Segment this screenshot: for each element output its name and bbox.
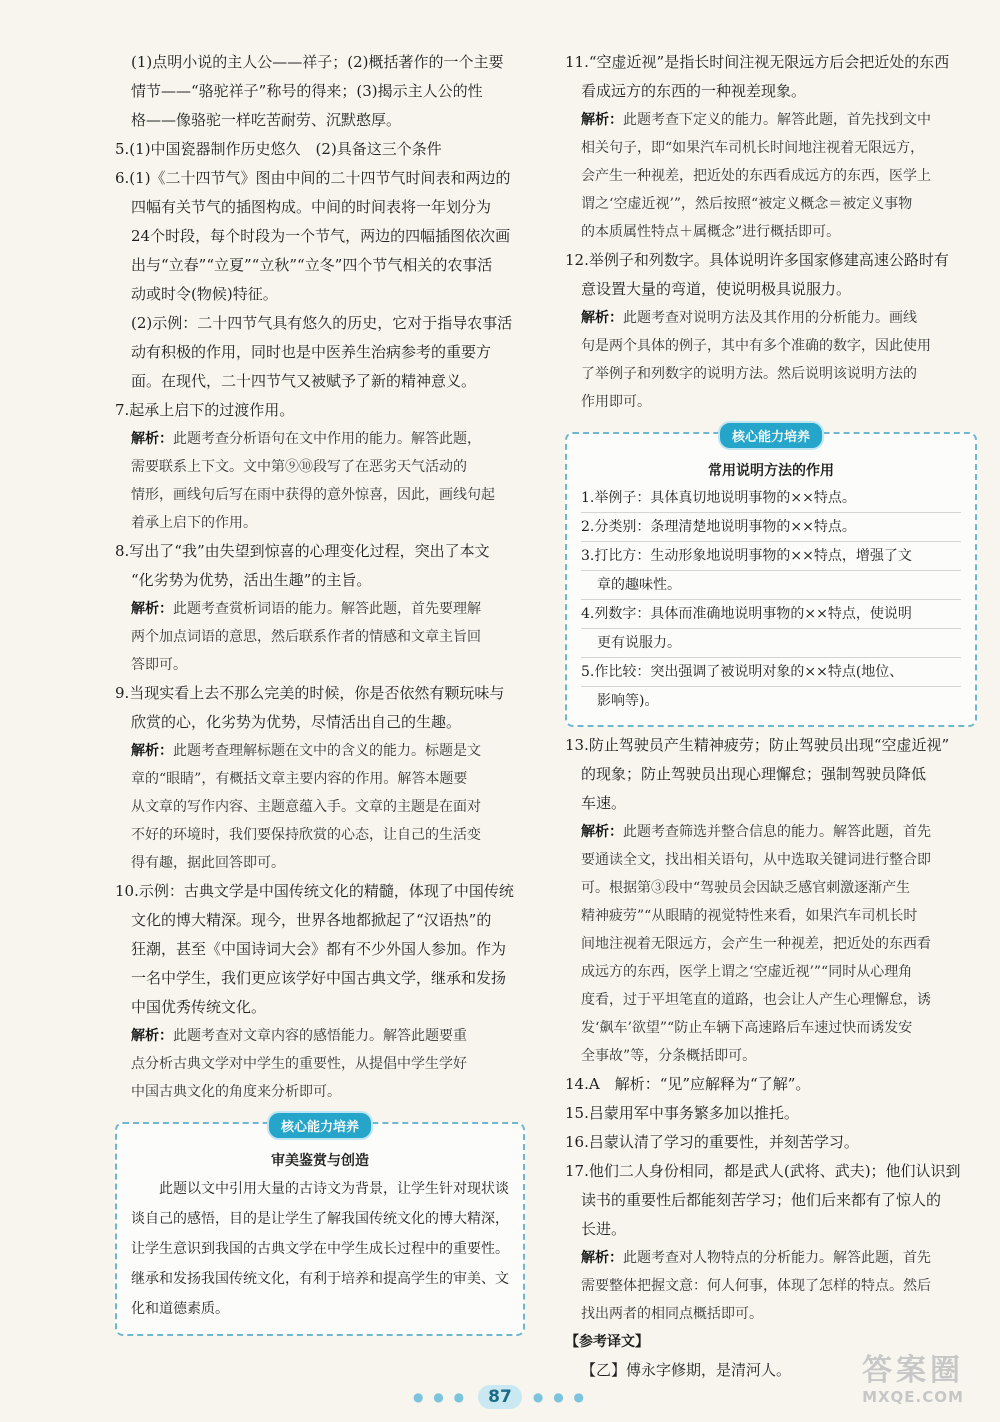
item-13 bbox=[565, 731, 977, 818]
text-line: 意设置大量的弯道，使说明极具说服力。 bbox=[581, 280, 852, 298]
text-line: 谓之‘空虚近视’”，然后按照“被定义概念＝被定义事物 bbox=[581, 196, 913, 212]
analysis-label: 解析： bbox=[131, 1028, 173, 1044]
text-line: (1)点明小说的主人公——祥子；(2)概括著作的一个主要 bbox=[131, 53, 504, 71]
box-line: 5.作比较：突出强调了被说明对象的××特点(地位、 bbox=[581, 658, 961, 687]
text-line: 9.当现实看上去不那么完美的时候，你是否依然有颗玩味与 bbox=[115, 684, 505, 702]
text-line: 24个时段，每个时段为一个节气，两边的四幅插图依次画 bbox=[131, 227, 511, 245]
page-number: 87 bbox=[478, 1385, 522, 1409]
text-line: 需要联系上下文。文中第⑨⑩段写了在恶劣天气活动的 bbox=[131, 459, 467, 475]
text-line: 看成远方的东西的一种视差现象。 bbox=[581, 82, 807, 100]
right-column bbox=[565, 48, 977, 1385]
text-line: 着承上启下的作用。 bbox=[131, 515, 257, 531]
text-line: 解析：此题考查下定义的能力。解答此题，首先找到文中 bbox=[581, 112, 931, 128]
text-line: 章的“眼睛”，有概括文章主要内容的作用。解答本题要 bbox=[131, 771, 468, 787]
left-column bbox=[115, 48, 525, 1336]
item-8 bbox=[115, 537, 525, 595]
item-11 bbox=[565, 48, 977, 106]
text-line: 解析：此题考查对说明方法及其作用的分析能力。画线 bbox=[581, 310, 917, 326]
item-13-analysis bbox=[565, 818, 977, 1070]
text-line: 从文章的写作内容、主题意蕴入手。文章的主题是在面对 bbox=[131, 799, 481, 815]
item-4-continued bbox=[115, 48, 525, 135]
text-line: 可。根据第③段中“驾驶员会因缺乏感官刺激逐渐产生 bbox=[581, 880, 911, 896]
analysis-label: 解析： bbox=[131, 431, 173, 447]
text-line: 全事故”等，分条概括即可。 bbox=[581, 1048, 757, 1064]
item-7: 7.起承上启下的过渡作用。 bbox=[115, 401, 295, 419]
core-ability-badge: 核心能力培养 bbox=[718, 421, 824, 450]
text-line: 格——像骆驼一样吃苦耐劳、沉默憨厚。 bbox=[131, 111, 402, 129]
text-line: 11.“空虚近视”是指长时间注视无限远方后会把近处的东西 bbox=[565, 53, 950, 71]
item-11-analysis bbox=[565, 106, 977, 246]
box-line: 章的趣味性。 bbox=[581, 571, 961, 600]
text-line: 点分析古典文学对中学生的重要性，从提倡中学生学好 bbox=[131, 1056, 467, 1072]
item-15: 15.吕蒙用军中事务繁多加以推托。 bbox=[565, 1104, 799, 1122]
text-line: 解析：此题考查赏析词语的能力。解答此题，首先要理解 bbox=[131, 601, 481, 617]
text-line: 一名中学生，我们更应该学好中国古典文学，继承和发扬 bbox=[131, 969, 507, 987]
text-line: 狂潮，甚至《中国诗词大会》都有不少外国人参加。作为 bbox=[131, 940, 507, 958]
text-line: 情形，画线句后写在雨中获得的意外惊喜，因此，画线句起 bbox=[131, 487, 495, 503]
text-line: 读书的重要性后都能刻苦学习；他们后来都有了惊人的 bbox=[581, 1191, 942, 1209]
item-10 bbox=[115, 877, 525, 1022]
text-line: 情节——“骆驼祥子”称号的得来；(3)揭示主人公的性 bbox=[131, 82, 483, 100]
text-line: 作用即可。 bbox=[581, 394, 651, 410]
box-title: 审美鉴赏与创造 bbox=[271, 1153, 369, 1169]
text-line: 四幅有关节气的插图构成。中间的时间表将一年划分为 bbox=[131, 198, 492, 216]
core-ability-box-explanation-methods bbox=[565, 432, 977, 727]
item-10-analysis bbox=[115, 1022, 525, 1106]
text-line: 句是两个具体的例子，其中有多个准确的数字，因此使用 bbox=[581, 338, 931, 354]
text-line: 精神疲劳”“从眼睛的视觉特性来看，如果汽车司机长时 bbox=[581, 908, 918, 924]
item-17 bbox=[565, 1157, 977, 1244]
item-9-analysis bbox=[115, 737, 525, 877]
text-line: (2)示例：二十四节气具有悠久的历史，它对于指导农事活 bbox=[131, 314, 513, 332]
text-line: 间地注视着无限远方，会产生一种视差，把近处的东西看 bbox=[581, 936, 931, 952]
text-line: 解析：此题考查对人物特点的分析能力。解答此题，首先 bbox=[581, 1250, 931, 1266]
watermark-logo: 答案圈 bbox=[862, 1353, 964, 1388]
text-line: 文化的博大精深。现今，世界各地都掀起了“汉语热”的 bbox=[131, 911, 492, 929]
text-line: 答即可。 bbox=[131, 657, 187, 673]
core-ability-box-aesthetic bbox=[115, 1122, 525, 1336]
item-7-analysis bbox=[115, 425, 525, 537]
box-title: 常用说明方法的作用 bbox=[708, 463, 834, 479]
analysis-label: 解析： bbox=[131, 601, 173, 617]
text-line: 发‘飙车’欲望”“防止车辆下高速路后车速过快而诱发安 bbox=[581, 1020, 913, 1036]
item-14: 14.A 解析：“见”应解释为“了解”。 bbox=[565, 1075, 811, 1093]
text-line: 长进。 bbox=[581, 1220, 627, 1238]
reference-translation-line: 【乙】傅永字修期，是清河人。 bbox=[581, 1361, 792, 1379]
box-line: 4.列数字：具体而准确地说明事物的××特点，使说明 bbox=[581, 600, 961, 629]
text-line: 解析：此题考查对文章内容的感悟能力。解答此题要重 bbox=[131, 1028, 467, 1044]
text-line: 度看，过于平坦笔直的道路，也会让人产生心理懈怠，诱 bbox=[581, 992, 931, 1008]
text-line: 出与“立春”“立夏”“立秋”“立冬”四个节气相关的农事活 bbox=[131, 256, 493, 274]
text-line: 12.举例子和列数字。具体说明许多国家修建高速公路时有 bbox=[565, 251, 949, 269]
core-ability-badge: 核心能力培养 bbox=[267, 1111, 373, 1140]
item-16: 16.吕蒙认清了学习的重要性，并刻苦学习。 bbox=[565, 1133, 859, 1151]
box-line: 2.分类别：条理清楚地说明事物的××特点。 bbox=[581, 513, 961, 542]
text-line: 解析：此题考查筛选并整合信息的能力。解答此题，首先 bbox=[581, 824, 931, 840]
item-8-analysis bbox=[115, 595, 525, 679]
box-body: 此题以文中引用大量的古诗文为背景，让学生针对现状谈谈自己的感悟，目的是让学生了解我国传统文化的博大精深，让学生意识到我国的古典文学在中学生成长过程中的重要性。继承和发扬我国传统文化，有利于培养和提高学生的审美、文化和道德素质。 bbox=[131, 1181, 509, 1317]
text-line: 10.示例：古典文学是中国传统文化的精髓，体现了中国传统 bbox=[115, 882, 514, 900]
text-line: 动或时令(物候)特征。 bbox=[131, 285, 278, 303]
text-line: 的现象；防止驾驶员出现心理懈怠；强制驾驶员降低 bbox=[581, 765, 927, 783]
text-line: 6.(1)《二十四节气》图由中间的二十四节气时间表和两边的 bbox=[115, 169, 511, 187]
text-line: 两个加点词语的意思，然后联系作者的情感和文章主旨回 bbox=[131, 629, 481, 645]
box-line: 1.举例子：具体真切地说明事物的××特点。 bbox=[581, 484, 961, 513]
box-line: 影响等)。 bbox=[597, 693, 659, 709]
text-line: “化劣势为优势，活出生趣”的主旨。 bbox=[131, 571, 372, 589]
text-line: 欣赏的心，化劣势为优势，尽情活出自己的生趣。 bbox=[131, 713, 462, 731]
analysis-label: 解析： bbox=[581, 112, 623, 128]
reference-translation-title: 【参考译文】 bbox=[565, 1334, 649, 1350]
text-line: 要通读全文，找出相关语句，从中选取关键词进行整合即 bbox=[581, 852, 931, 868]
text-line: 车速。 bbox=[581, 794, 627, 812]
analysis-label: 解析： bbox=[581, 310, 623, 326]
text-line: 需要整体把握文意：何人何事，体现了怎样的特点。然后 bbox=[581, 1278, 931, 1294]
site-watermark bbox=[838, 1354, 988, 1414]
text-line: 中国优秀传统文化。 bbox=[131, 998, 267, 1016]
watermark-url: MXQE.COM bbox=[862, 1388, 964, 1406]
analysis-label: 解析： bbox=[581, 824, 623, 840]
text-line: 17.他们二人身份相同，都是武人(武将、武夫)；他们认识到 bbox=[565, 1162, 961, 1180]
text-line: 不好的环境时，我们要保持欣赏的心态，让自己的生活变 bbox=[131, 827, 481, 843]
text-line: 8.写出了“我”由失望到惊喜的心理变化过程，突出了本文 bbox=[115, 542, 490, 560]
item-17-analysis bbox=[565, 1244, 977, 1328]
item-12-analysis bbox=[565, 304, 977, 416]
text-line: 相关句子，即“如果汽车司机长时间地注视着无限远方， bbox=[581, 140, 925, 156]
text-line: 的本质属性特点＋属概念”进行概括即可。 bbox=[581, 224, 841, 240]
text-line: 13.防止驾驶员产生精神疲劳；防止驾驶员出现“空虚近视” bbox=[565, 736, 950, 754]
text-line: 解析：此题考查理解标题在文中的含义的能力。标题是文 bbox=[131, 743, 481, 759]
item-9 bbox=[115, 679, 525, 737]
text-line: 中国古典文化的角度来分析即可。 bbox=[131, 1084, 341, 1100]
item-6 bbox=[115, 164, 525, 396]
dots-decoration: ● ● ● bbox=[532, 1390, 587, 1404]
text-line: 成远方的东西，医学上谓之‘空虚近视’”“同时从心理角 bbox=[581, 964, 913, 980]
text-line: 了举例子和列数字的说明方法。然后说明该说明方法的 bbox=[581, 366, 917, 382]
box-line: 3.打比方：生动形象地说明事物的××特点，增强了文 bbox=[581, 542, 961, 571]
dots-decoration: ● ● ● bbox=[413, 1390, 468, 1404]
text-line: 得有趣，据此回答即可。 bbox=[131, 855, 285, 871]
analysis-label: 解析： bbox=[131, 743, 173, 759]
analysis-label: 解析： bbox=[581, 1250, 623, 1266]
text-line: 解析：此题考查分析语句在文中作用的能力。解答此题， bbox=[131, 431, 481, 447]
text-line: 面。在现代，二十四节气又被赋予了新的精神意义。 bbox=[131, 372, 477, 390]
box-line: 更有说服力。 bbox=[581, 629, 961, 658]
text-line: 找出两者的相同点概括即可。 bbox=[581, 1306, 763, 1322]
text-line: 动有积极的作用，同时也是中医养生治病参考的重要方 bbox=[131, 343, 492, 361]
item-12 bbox=[565, 246, 977, 304]
item-5: 5.(1)中国瓷器制作历史悠久 (2)具备这三个条件 bbox=[115, 140, 442, 158]
text-line: 会产生一种视差，把近处的东西看成远方的东西，医学上 bbox=[581, 168, 931, 184]
